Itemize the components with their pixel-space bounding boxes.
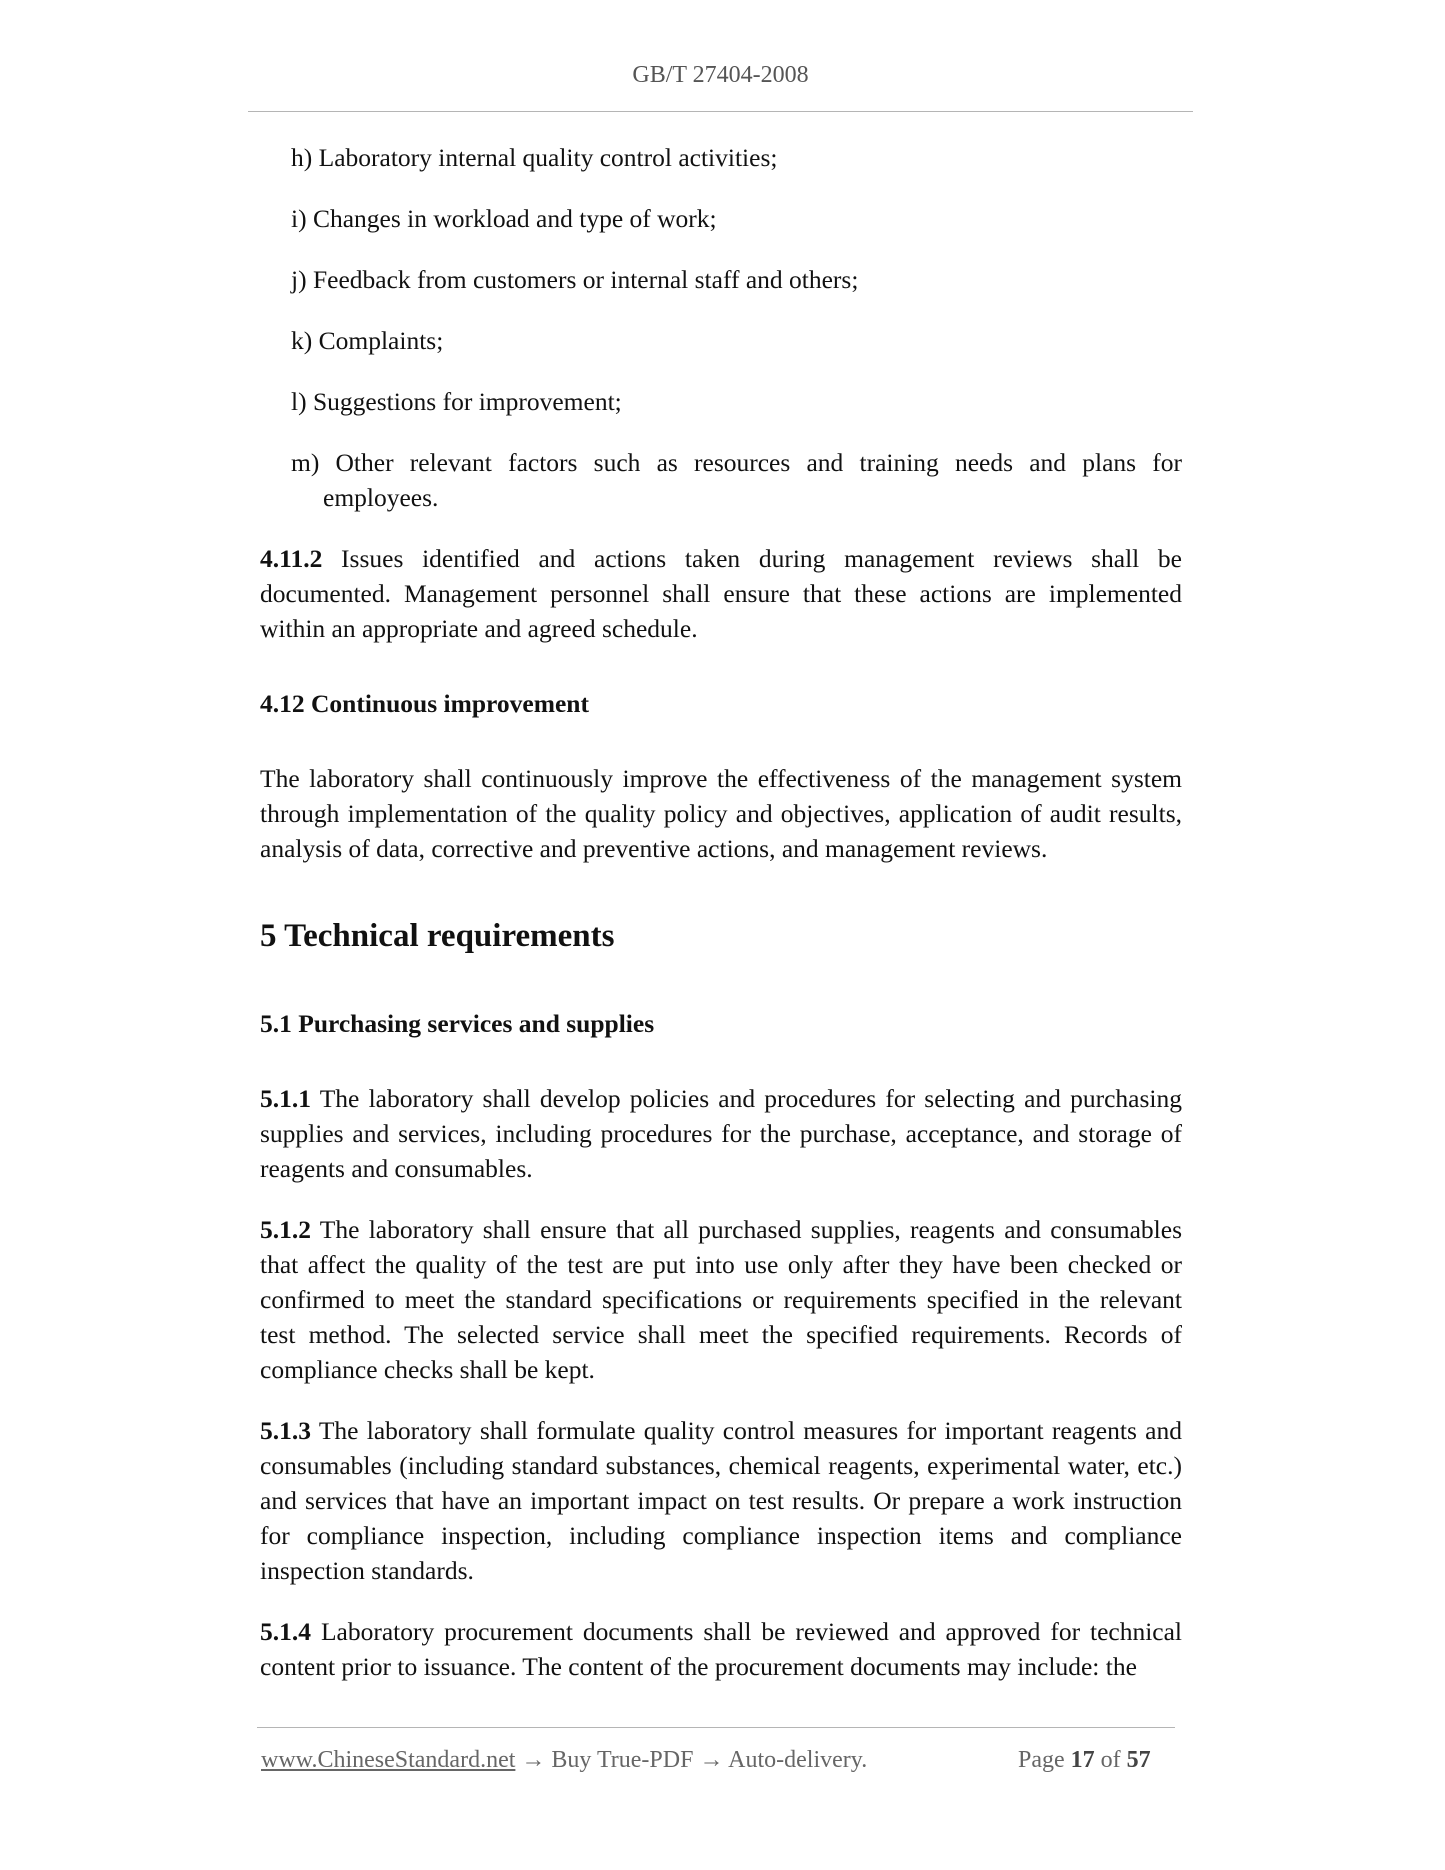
footer-divider <box>257 1727 1175 1728</box>
clause-number: 5.1.1 <box>260 1084 311 1113</box>
arrow-right-icon: → <box>699 1747 724 1773</box>
total-pages: 57 <box>1126 1747 1151 1773</box>
arrow-right-icon: → <box>521 1747 546 1773</box>
of-label: of <box>1100 1747 1121 1773</box>
list-item: m) Other relevant factors such as resources and training needs and plans for employees. <box>291 448 1182 512</box>
website-link[interactable]: www.ChineseStandard.net <box>261 1747 516 1773</box>
footer-promo <box>261 1747 867 1774</box>
list-item: l) Suggestions for improvement; <box>291 387 622 416</box>
clause-4-11-2 <box>260 541 1182 646</box>
page-content <box>260 140 1182 1710</box>
clause-5-1-2 <box>260 1212 1182 1387</box>
clause-5-1-4 <box>260 1614 1182 1684</box>
section-heading-5-1: 5.1 Purchasing services and supplies <box>260 1009 655 1038</box>
list-item: k) Complaints; <box>291 326 444 355</box>
clause-text: The laboratory shall formulate quality control measures for important reagents and consumables (including standard substances, chemical reagents, experimental water, etc.) and services that have an important impact on test results. Or prepare a work instruction for compliance inspection, including compliance inspection items and compliance inspection standards. <box>260 1416 1182 1585</box>
clause-5-1-1 <box>260 1081 1182 1186</box>
clause-number: 5.1.2 <box>260 1215 311 1244</box>
chapter-heading-5: 5 Technical requirements <box>260 918 615 954</box>
document-code-header: GB/T 27404-2008 <box>632 62 809 88</box>
section-heading-4-12: 4.12 Continuous improvement <box>260 689 589 718</box>
list-item: i) Changes in workload and type of work; <box>291 204 717 233</box>
clause-text: The laboratory shall ensure that all purchased supplies, reagents and consumables that affect the quality of the test are put into use only after they have been checked or confirmed to meet the standard specifications or requirements specified in the relevant test method. The selected service shall meet the specified requirements. Records of compliance checks shall be kept. <box>260 1215 1182 1384</box>
clause-number: 4.11.2 <box>260 544 323 573</box>
clause-number: 5.1.3 <box>260 1416 311 1445</box>
clause-5-1-3 <box>260 1413 1182 1588</box>
buy-pdf-text: Buy True-PDF <box>551 1747 694 1773</box>
clause-text: The laboratory shall develop policies and procedures for selecting and purchasing supplies and services, including procedures for the purchase, acceptance, and storage of reagents and consumables. <box>260 1084 1182 1183</box>
auto-delivery-text: Auto-delivery. <box>728 1747 868 1773</box>
list-item: h) Laboratory internal quality control activities; <box>291 143 778 172</box>
current-page: 17 <box>1070 1747 1095 1773</box>
clause-text: Laboratory procurement documents shall be reviewed and approved for technical content prior to issuance. The content of the procurement documents may include: the <box>260 1617 1183 1681</box>
page-label: Page <box>1018 1747 1065 1773</box>
header-divider <box>248 111 1193 112</box>
clause-number: 5.1.4 <box>260 1617 311 1646</box>
list-item: j) Feedback from customers or internal staff and others; <box>291 265 859 294</box>
clause-text: Issues identified and actions taken during management reviews shall be documented. Management personnel shall ensure that these actions are implemented within an appropriate and agreed schedule. <box>260 544 1183 643</box>
section-4-12-text: The laboratory shall continuously improve the effectiveness of the management system through implementation of the quality policy and objectives, application of audit results, analysis of data, corrective and preventive actions, and management reviews. <box>260 764 1182 863</box>
page-number <box>1018 1747 1151 1774</box>
